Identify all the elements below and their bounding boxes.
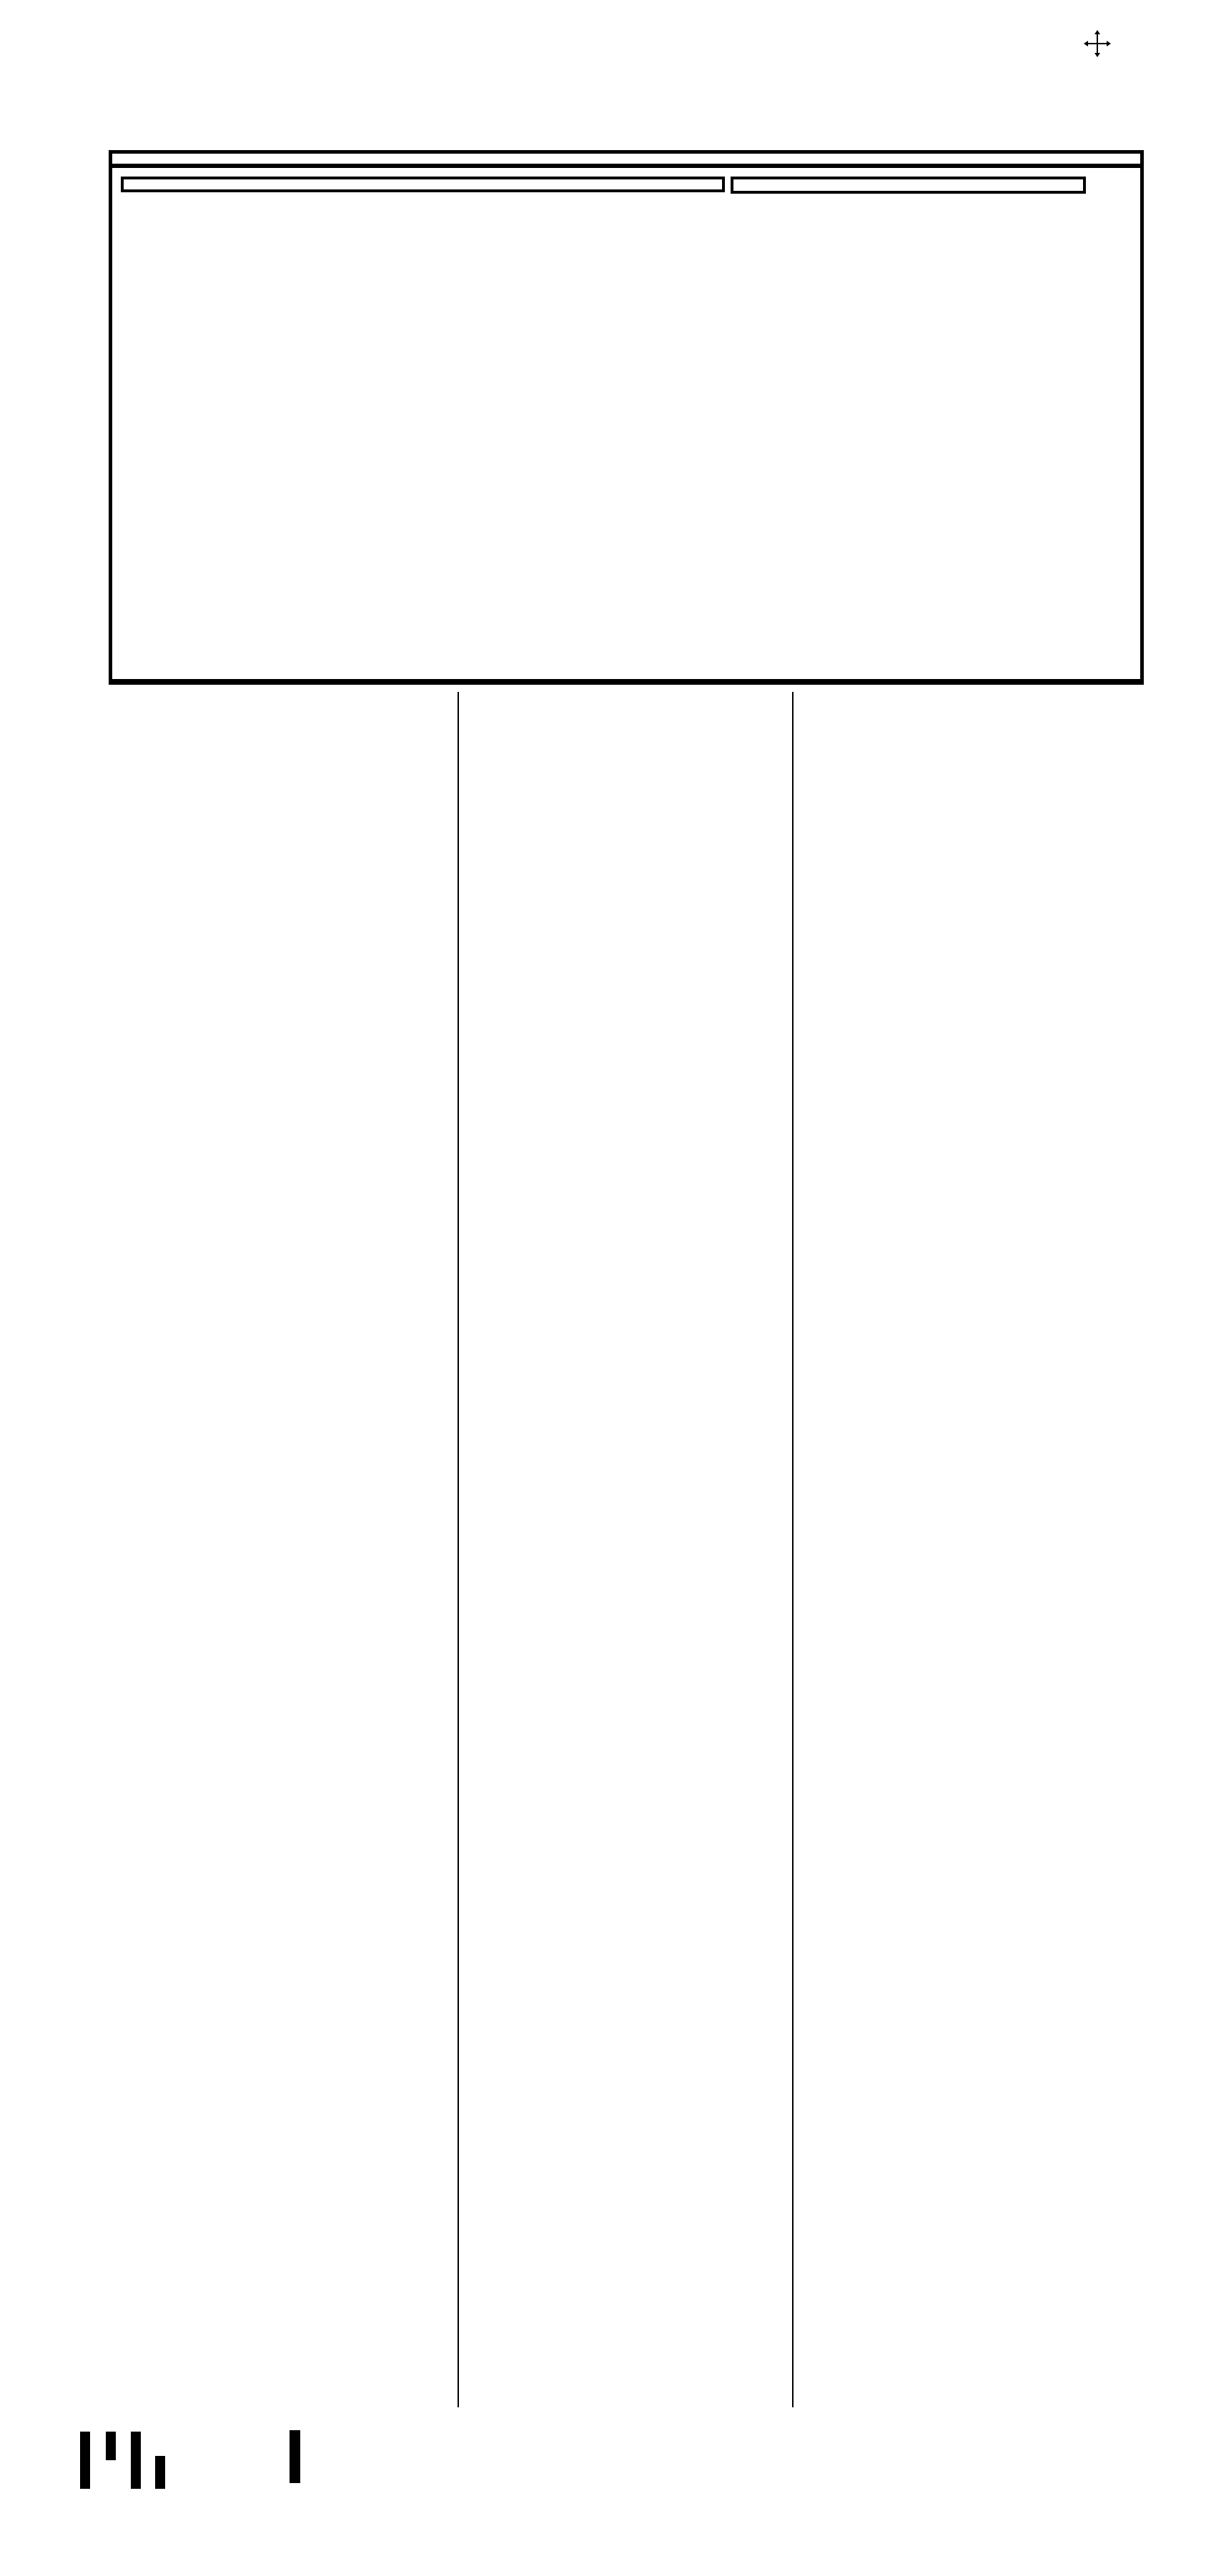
mistake-item-a bbox=[122, 201, 1130, 219]
barcode-bar bbox=[106, 2432, 116, 2460]
timing-marks-top bbox=[26, 83, 1195, 123]
ballot-column-middle bbox=[458, 692, 794, 2407]
barcode-bar bbox=[155, 2456, 165, 2489]
move-crosshair-icon bbox=[1084, 30, 1111, 57]
ballot-code-bar bbox=[290, 2430, 300, 2483]
ballot-column-left bbox=[109, 692, 458, 2407]
vote-in-person-note bbox=[122, 249, 1130, 268]
warning-box bbox=[731, 177, 1086, 194]
barcode-bar bbox=[80, 2432, 90, 2489]
mistake-item-b bbox=[122, 222, 1130, 240]
instructions-boxes bbox=[121, 177, 1132, 194]
ballot-header bbox=[109, 150, 1144, 685]
ballot-columns bbox=[109, 692, 1144, 2407]
ballot-column-right bbox=[794, 692, 1142, 2407]
mistake-section bbox=[112, 201, 1140, 240]
barcode-bar bbox=[131, 2432, 141, 2489]
to-vote-box bbox=[121, 177, 725, 192]
header-divider bbox=[112, 164, 1140, 168]
